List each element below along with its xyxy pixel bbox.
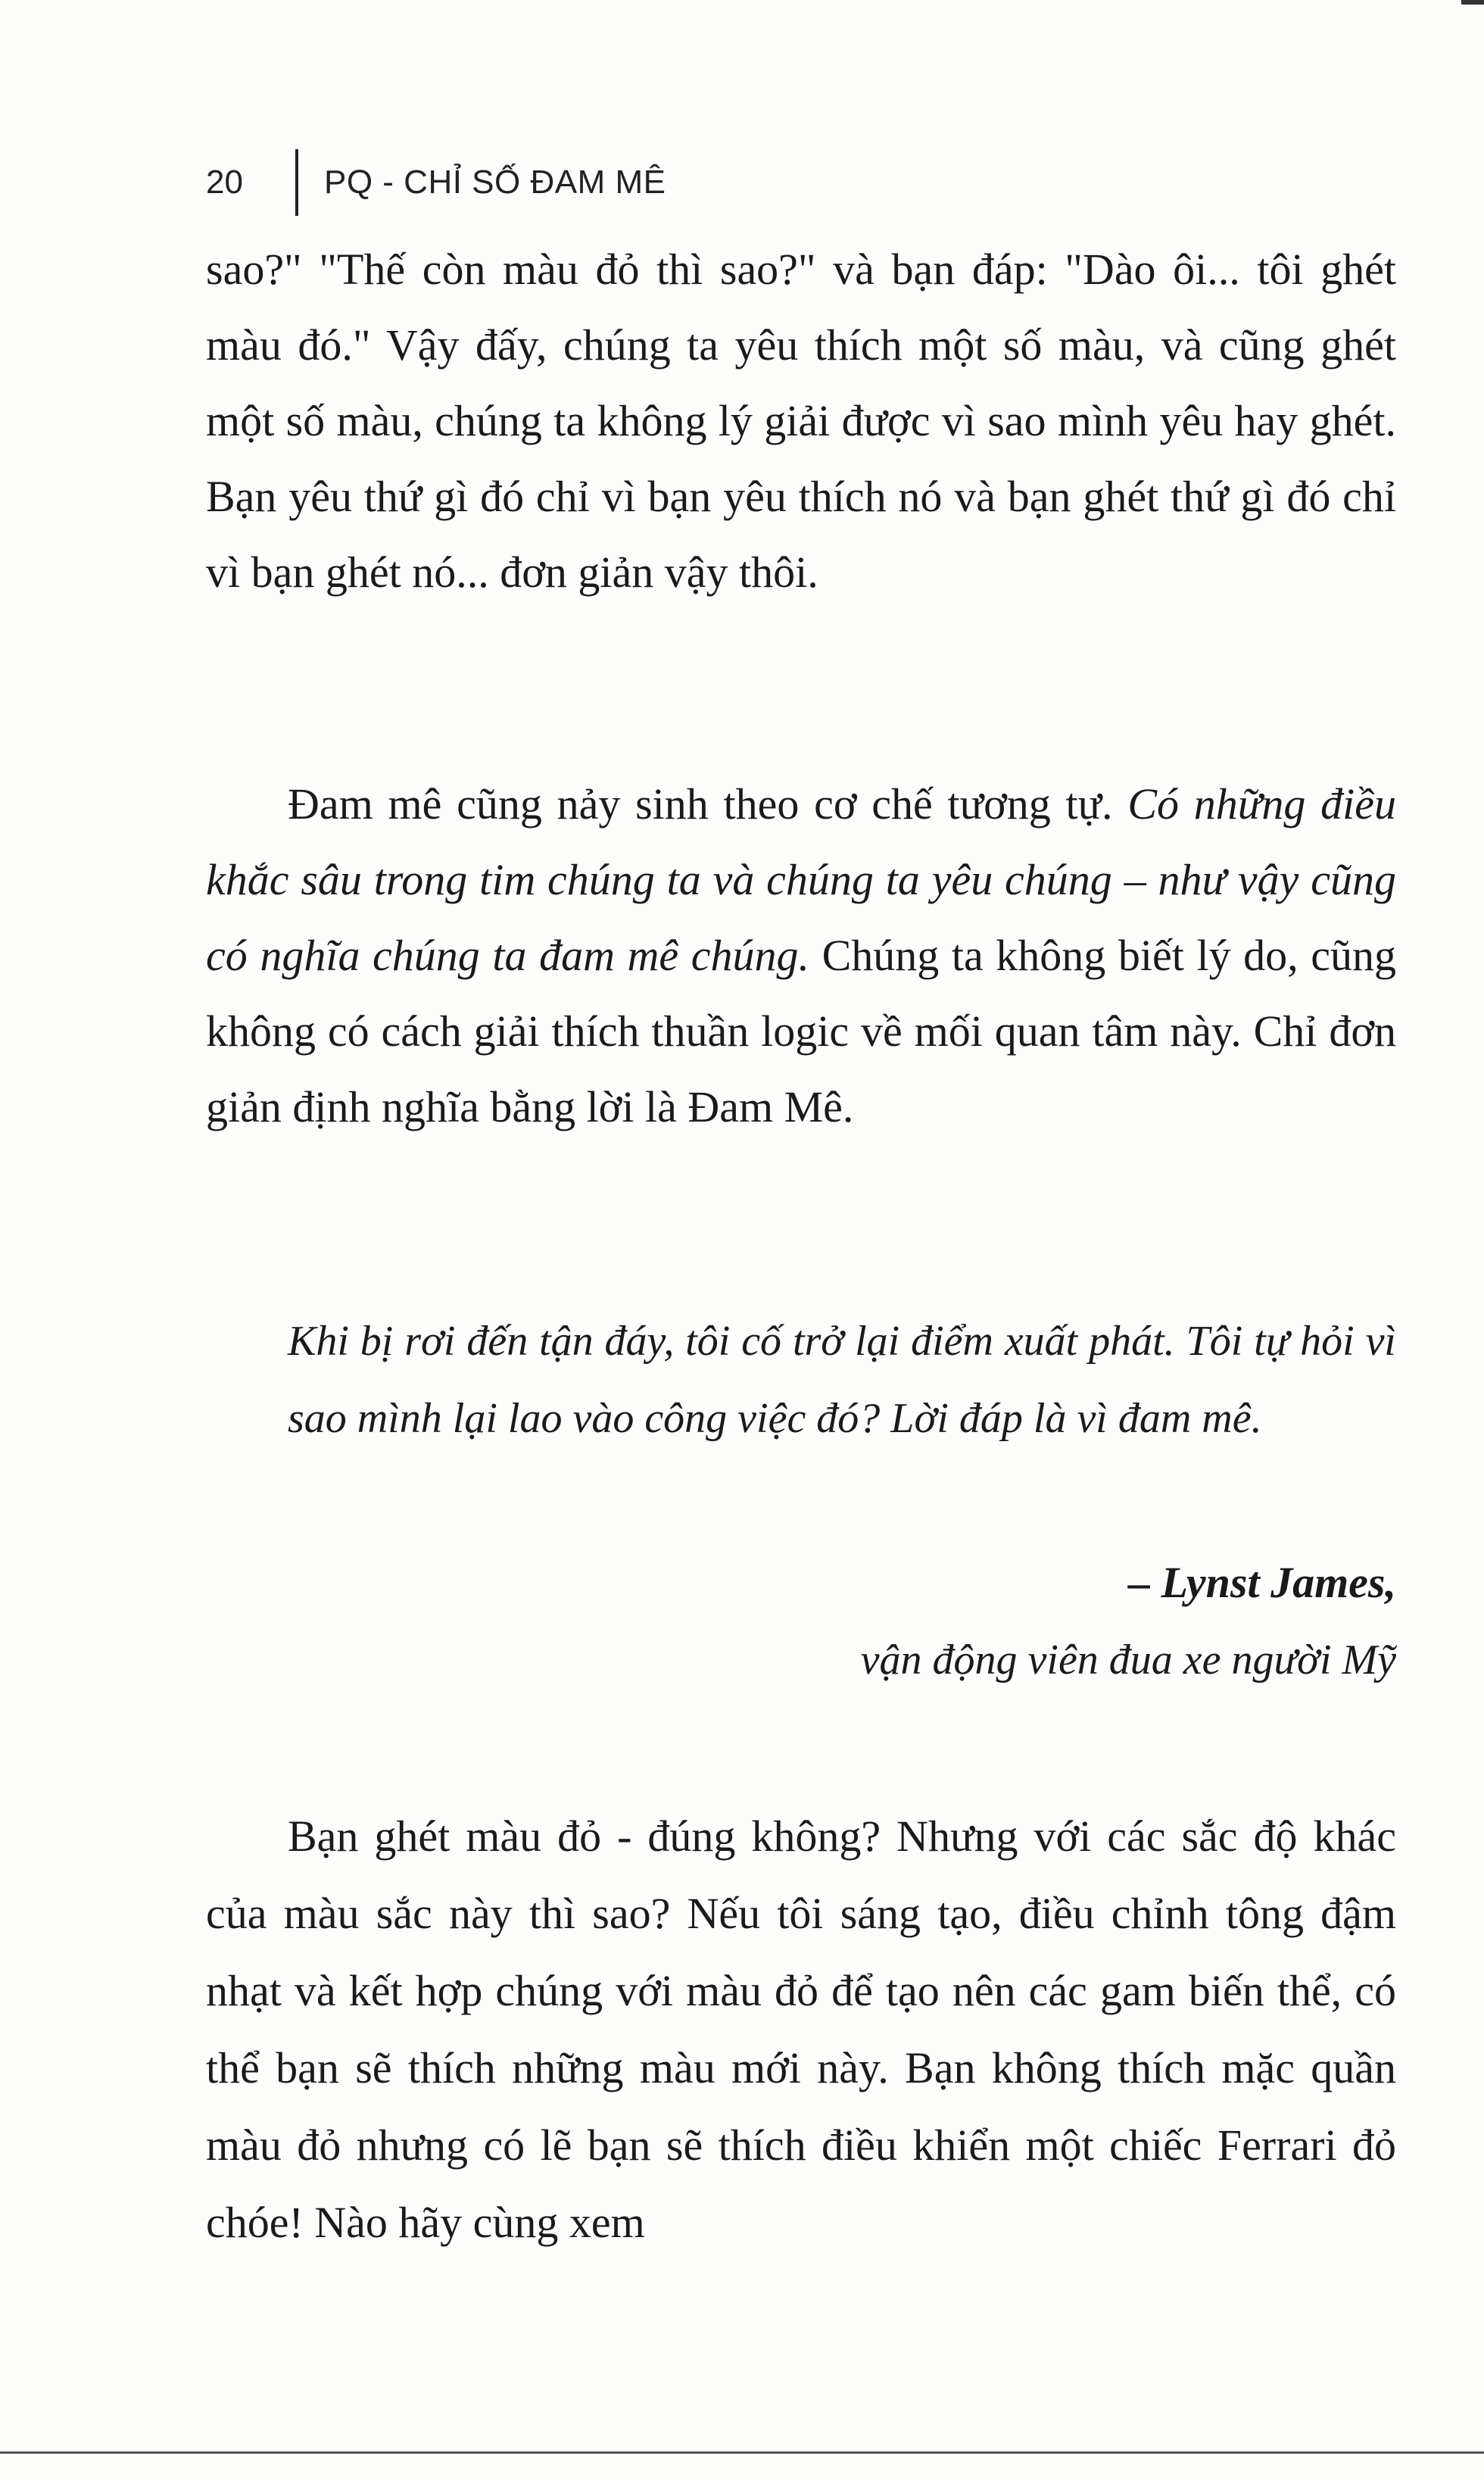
paragraph-1-text: sao?" "Thế còn màu đỏ thì sao?" và bạn đáp: "Dào ôi... tôi ghét màu đó." Vậy đấy, chúng ta yêu thích một số màu, và cũng ghét một số màu, chúng ta không lý giải được vì sao mình yêu hay ghét. Bạn yêu thứ gì đó chỉ vì bạn yêu thích nó và bạn ghét thứ gì đó chỉ vì bạn ghét nó... đơn giản vậy thôi. [206, 245, 1396, 597]
corner-mark [1461, 0, 1484, 5]
page-number: 20 [206, 164, 243, 201]
paragraph-2-start: Đam mê cũng nảy sinh theo cơ chế tương tự. [288, 779, 1128, 829]
paragraph-1 [206, 232, 1396, 610]
paragraph-2 [206, 766, 1396, 1145]
header-divider [295, 149, 298, 216]
paragraph-2-end: Chúng ta không biết lý do, cũng không có cách giải thích thuần logic về mối quan tâm này. Chỉ đơn giản định nghĩa bằng lời là Đam Mê. [206, 931, 1396, 1131]
bottom-edge-line [0, 2451, 1484, 2454]
page-header [206, 148, 666, 217]
quote-author-role: vận động viên đua xe người Mỹ [860, 1637, 1396, 1684]
paragraph-3-text: Bạn ghét màu đỏ - đúng không? Nhưng với các sắc độ khác của màu sắc này thì sao? Nếu tôi sáng tạo, điều chỉnh tông đậm nhạt và kết hợp chúng với màu đỏ để tạo nên các gam biến thể, có thể bạn sẽ thích những màu mới này. Bạn không thích mặc quần màu đỏ nhưng có lẽ bạn sẽ thích điều khiển một chiếc Ferrari đỏ chóe! Nào hãy cùng xem [206, 1812, 1396, 2247]
paragraph-2-text [206, 766, 1396, 1145]
quote-block [288, 1303, 1396, 1457]
quote-author: – Lynst James, [1128, 1558, 1396, 1607]
quote-text: Khi bị rơi đến tận đáy, tôi cố trở lại điểm xuất phát. Tôi tự hỏi vì sao mình lại lao vào công việc đó? Lời đáp là vì đam mê. [288, 1318, 1396, 1442]
paragraph-3 [206, 1798, 1396, 2261]
paragraph-2-italic: Có những điều khắc sâu trong tim chúng ta và chúng ta yêu chúng – như vậy cũng có nghĩa chúng ta đam mê chúng. [206, 779, 1396, 980]
running-head: PQ - CHỈ SỐ ĐAM MÊ [324, 164, 666, 201]
